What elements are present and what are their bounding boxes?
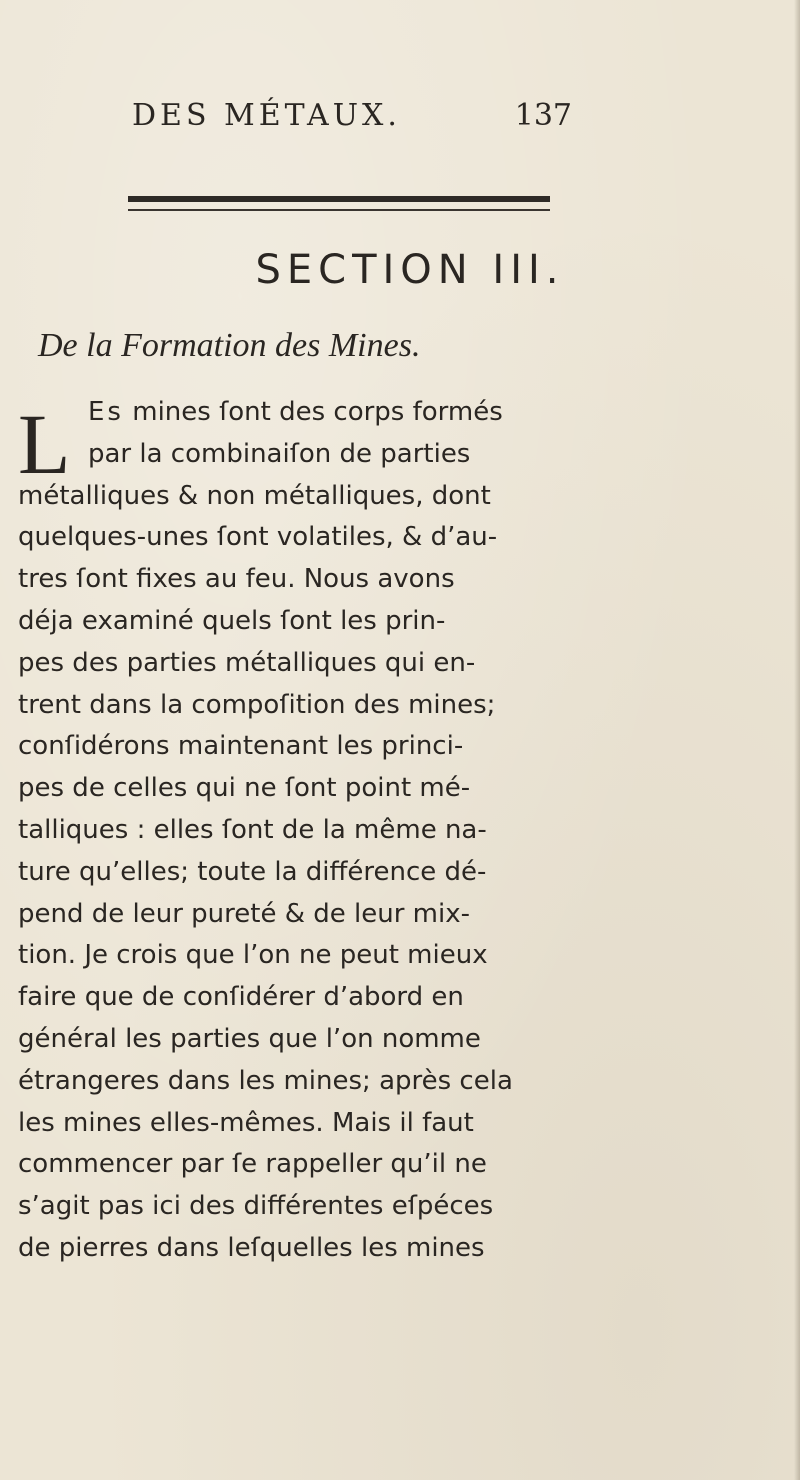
text-line: de pierres dans leſquelles les mines: [18, 1232, 485, 1263]
ornamental-rule-thick: [128, 196, 550, 202]
text-line: talliques : elles ſont de la même na-: [18, 814, 487, 845]
text-line: général les parties que l’on nomme: [18, 1023, 481, 1054]
text-line: pes de celles qui ne ſont point mé-: [18, 773, 471, 804]
text-line: étrangeres dans les mines; après cela: [18, 1065, 513, 1096]
section-subtitle: De la Formation des Mines.: [38, 327, 421, 364]
text-line: commencer par ſe rappeller qu’il ne: [18, 1149, 487, 1180]
text-line: pes des parties métalliques qui en-: [18, 647, 476, 678]
ornamental-rule-thin: [128, 209, 550, 211]
text-line: s’agit pas ici des différentes eſpéces: [18, 1191, 494, 1222]
text-line: faire que de conſidérer d’abord en: [18, 982, 464, 1013]
text-line: quelques-unes ſont volatiles, & d’au-: [18, 522, 498, 553]
text-line: pend de leur pureté & de leur mix-: [18, 898, 470, 929]
body-text: [18, 392, 578, 1270]
section-title: SECTION III.: [255, 247, 565, 293]
text-line: trent dans la compoſition des mines;: [18, 689, 496, 720]
running-title: DES MÉTAUX.: [132, 98, 401, 133]
text-line: ture qu’elles; toute la différence dé-: [18, 856, 487, 887]
text-line: tion. Je crois que l’on ne peut mieux: [18, 940, 488, 971]
text-line: métalliques & non métalliques, dont: [18, 480, 491, 511]
running-head: [132, 98, 572, 146]
text-line: [88, 392, 578, 434]
lead-word: Es: [88, 397, 124, 427]
text-line-content: mines ſont des corps formés: [132, 397, 503, 427]
page-edge-shadow: [794, 0, 800, 1480]
text-line: déja examiné quels ſont les prin-: [18, 605, 446, 636]
text-line: tres ſont fixes au feu. Nous avons: [18, 564, 455, 595]
text-line: par la combinaiſon de parties: [88, 438, 471, 469]
page-number: 137: [514, 98, 572, 133]
drop-cap: L: [18, 396, 71, 492]
text-line: conſidérons maintenant les princi-: [18, 731, 464, 762]
text-line: les mines elles-mêmes. Mais il faut: [18, 1107, 474, 1138]
